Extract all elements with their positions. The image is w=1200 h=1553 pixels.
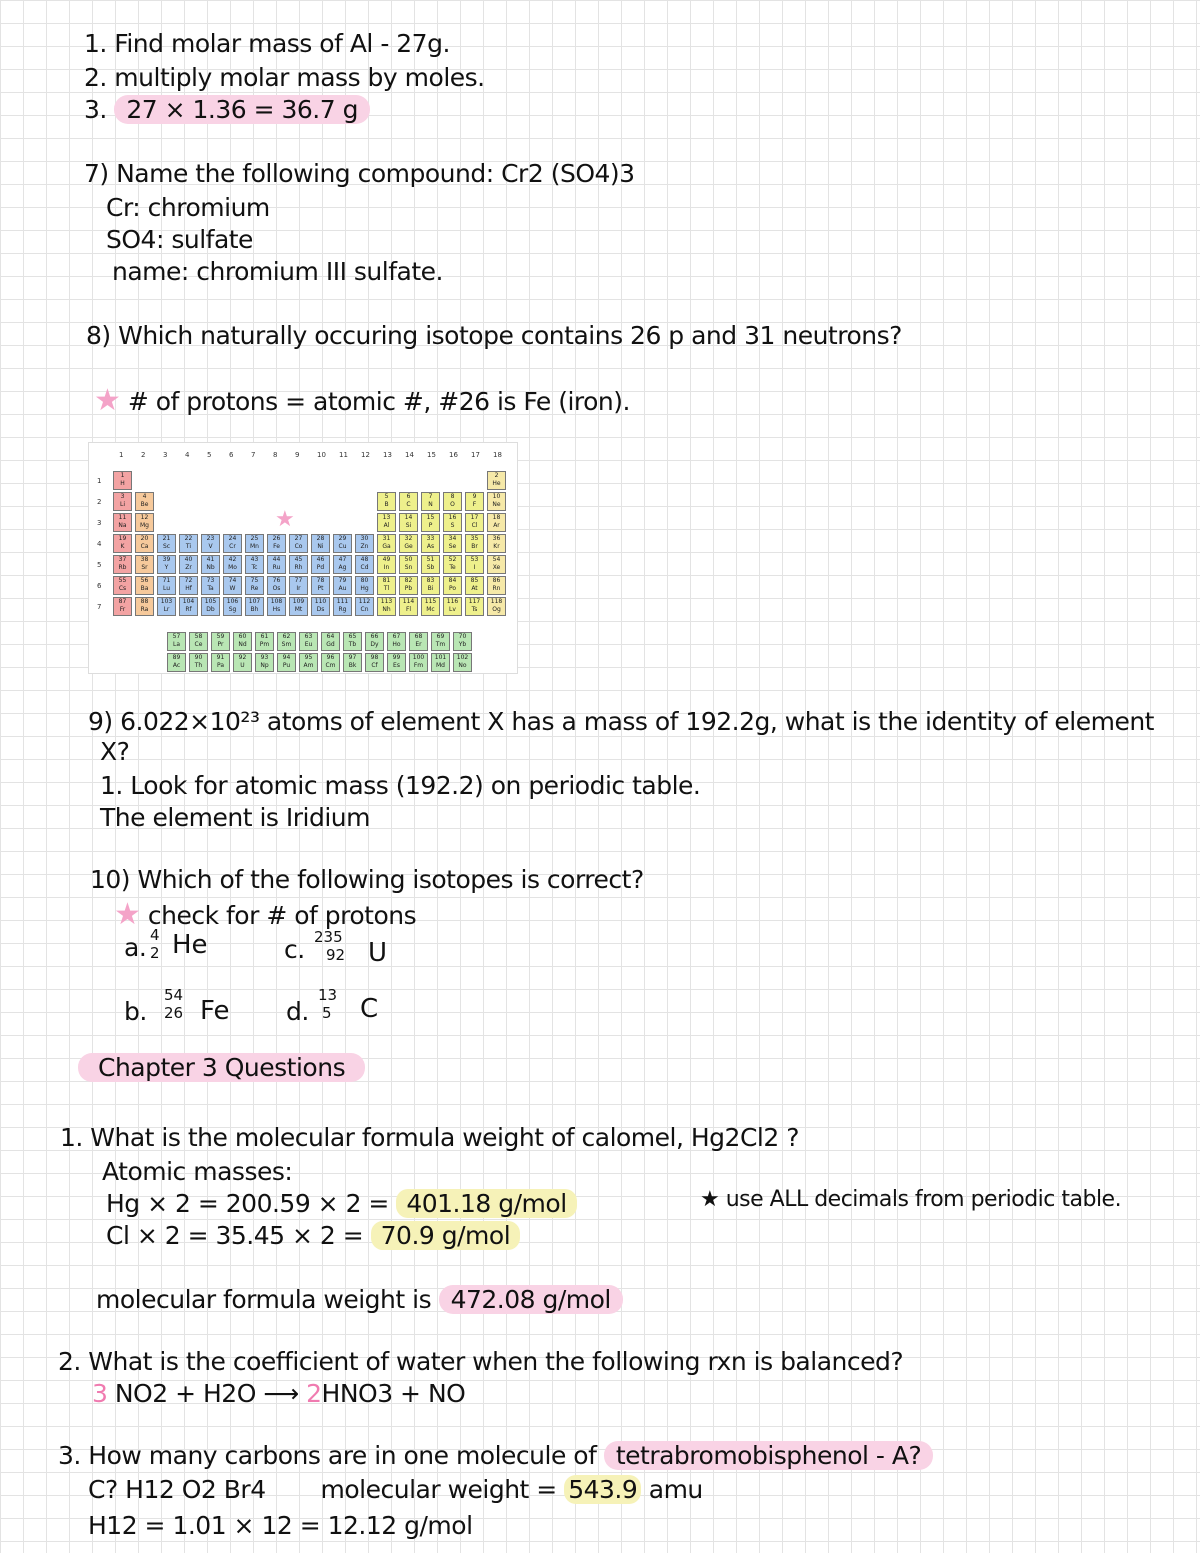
element-cell: 107 Bh bbox=[245, 597, 264, 616]
group-label: 13 bbox=[383, 451, 392, 459]
q10-hint: check for # of protons bbox=[147, 901, 417, 930]
group-label: 12 bbox=[361, 451, 370, 459]
q9-step-1: 1. Look for atomic mass (192.2) on periodic table. bbox=[100, 771, 701, 800]
element-cell: 1 H bbox=[113, 471, 132, 490]
element-cell: 72 Hf bbox=[179, 576, 198, 595]
group-label: 16 bbox=[449, 451, 458, 459]
hg-expression: Hg × 2 = 200.59 × 2 = bbox=[106, 1189, 389, 1218]
element-cell: 17 Cl bbox=[465, 513, 484, 532]
element-cell: 32 Ge bbox=[399, 534, 418, 553]
cl-calc bbox=[106, 1222, 520, 1250]
element-cell: 58 Ce bbox=[189, 632, 208, 651]
q8-answer-line bbox=[94, 384, 630, 417]
element-cell: 86 Rn bbox=[487, 576, 506, 595]
element-cell: 51 Sb bbox=[421, 555, 440, 574]
element-cell: 44 Ru bbox=[267, 555, 286, 574]
element-cell: 100 Fm bbox=[409, 653, 428, 672]
group-label: 7 bbox=[251, 451, 256, 459]
element-cell: 56 Ba bbox=[135, 576, 154, 595]
option-d-label: d. bbox=[286, 997, 309, 1026]
element-cell: 87 Fr bbox=[113, 597, 132, 616]
element-cell: 45 Rh bbox=[289, 555, 308, 574]
q7-cr: Cr: chromium bbox=[106, 193, 270, 222]
group-label: 4 bbox=[185, 451, 190, 459]
element-cell: 19 K bbox=[113, 534, 132, 553]
element-cell: 113 Nh bbox=[377, 597, 396, 616]
isotope-mass: 235 bbox=[314, 928, 343, 946]
period-label: 2 bbox=[97, 498, 102, 506]
element-cell: 53 I bbox=[465, 555, 484, 574]
element-cell: 106 Sg bbox=[223, 597, 242, 616]
group-label: 10 bbox=[317, 451, 326, 459]
isotope-number: 5 bbox=[322, 1004, 332, 1022]
isotope-number: 92 bbox=[326, 946, 346, 964]
element-cell: 26 Fe bbox=[267, 534, 286, 553]
element-cell: 101 Md bbox=[431, 653, 450, 672]
element-cell: 2 He bbox=[487, 471, 506, 490]
element-cell: 11 Na bbox=[113, 513, 132, 532]
isotope-symbol: He bbox=[172, 930, 208, 960]
element-cell: 31 Ga bbox=[377, 534, 396, 553]
q3-compound: tetrabromobisphenol - A? bbox=[604, 1441, 933, 1470]
q7-name: name: chromium III sulfate. bbox=[112, 257, 443, 286]
element-cell: 64 Gd bbox=[321, 632, 340, 651]
element-cell: 82 Pb bbox=[399, 576, 418, 595]
element-cell: 78 Pt bbox=[311, 576, 330, 595]
isotope-symbol: U bbox=[368, 938, 388, 968]
element-cell: 75 Re bbox=[245, 576, 264, 595]
element-cell: 27 Co bbox=[289, 534, 308, 553]
q8-answer: # of protons = atomic #, #26 is Fe (iron). bbox=[127, 387, 630, 416]
star-icon: ★ bbox=[114, 897, 141, 932]
element-cell: 55 Cs bbox=[113, 576, 132, 595]
element-cell: 81 Tl bbox=[377, 576, 396, 595]
element-cell: 71 Lu bbox=[157, 576, 176, 595]
element-cell: 47 Ag bbox=[333, 555, 352, 574]
atomic-masses-label: Atomic masses: bbox=[102, 1157, 293, 1186]
element-cell: 46 Pd bbox=[311, 555, 330, 574]
element-cell: 112 Cn bbox=[355, 597, 374, 616]
element-cell: 104 Rf bbox=[179, 597, 198, 616]
element-cell: 37 Rb bbox=[113, 555, 132, 574]
element-cell: 92 U bbox=[233, 653, 252, 672]
option-b-label: b. bbox=[124, 997, 147, 1026]
group-label: 5 bbox=[207, 451, 212, 459]
group-label: 11 bbox=[339, 451, 348, 459]
element-cell: 9 F bbox=[465, 492, 484, 511]
element-cell: 21 Sc bbox=[157, 534, 176, 553]
element-cell: 22 Ti bbox=[179, 534, 198, 553]
element-cell: 77 Ir bbox=[289, 576, 308, 595]
element-cell: 41 Nb bbox=[201, 555, 220, 574]
group-label: 2 bbox=[141, 451, 146, 459]
isotope-mass: 13 bbox=[318, 986, 338, 1004]
element-cell: 6 C bbox=[399, 492, 418, 511]
q9-question: 9) 6.022×10²³ atoms of element X has a mass of 192.2g, what is the identity of element bbox=[88, 707, 1154, 736]
option-c-label: c. bbox=[284, 935, 305, 964]
step-1: 1. Find molar mass of Al - 27g. bbox=[84, 29, 450, 58]
element-cell: 117 Ts bbox=[465, 597, 484, 616]
q9-answer: The element is Iridium bbox=[100, 803, 371, 832]
element-cell: 108 Hs bbox=[267, 597, 286, 616]
period-label: 7 bbox=[97, 603, 102, 611]
cl-result: 70.9 g/mol bbox=[371, 1221, 521, 1250]
q7-question: 7) Name the following compound: Cr2 (SO4)3 bbox=[84, 159, 635, 188]
element-cell: 99 Es bbox=[387, 653, 406, 672]
q10-question: 10) Which of the following isotopes is correct? bbox=[90, 865, 644, 894]
element-cell: 111 Rg bbox=[333, 597, 352, 616]
q9-question-cont: X? bbox=[100, 737, 130, 766]
element-cell: 84 Po bbox=[443, 576, 462, 595]
equation-left: NO2 + H2O ⟶ bbox=[114, 1379, 299, 1408]
group-label: 8 bbox=[273, 451, 278, 459]
chapter-3-heading bbox=[78, 1054, 365, 1082]
element-cell: 66 Dy bbox=[365, 632, 384, 651]
element-cell: 94 Pu bbox=[277, 653, 296, 672]
q3-h-line: H12 = 1.01 × 12 = 12.12 g/mol bbox=[88, 1511, 473, 1540]
option-a-label: a. bbox=[124, 933, 147, 962]
element-cell: 36 Kr bbox=[487, 534, 506, 553]
element-cell: 40 Zr bbox=[179, 555, 198, 574]
element-cell: 48 Cd bbox=[355, 555, 374, 574]
element-cell: 5 B bbox=[377, 492, 396, 511]
element-cell: 24 Cr bbox=[223, 534, 242, 553]
q3-mw-unit: amu bbox=[648, 1475, 703, 1504]
group-label: 6 bbox=[229, 451, 234, 459]
step-2: 2. multiply molar mass by moles. bbox=[84, 63, 485, 92]
element-cell: 20 Ca bbox=[135, 534, 154, 553]
element-cell: 110 Ds bbox=[311, 597, 330, 616]
equation-right: HNO3 + NO bbox=[321, 1379, 466, 1408]
period-label: 5 bbox=[97, 561, 102, 569]
element-cell: 16 S bbox=[443, 513, 462, 532]
element-cell: 63 Eu bbox=[299, 632, 318, 651]
element-cell: 65 Tb bbox=[343, 632, 362, 651]
star-icon: ★ bbox=[275, 507, 295, 532]
element-cell: 115 Mc bbox=[421, 597, 440, 616]
q3-mw-value: 543.9 bbox=[564, 1475, 641, 1504]
element-cell: 30 Zn bbox=[355, 534, 374, 553]
element-cell: 98 Cf bbox=[365, 653, 384, 672]
element-cell: 4 Be bbox=[135, 492, 154, 511]
element-cell: 15 P bbox=[421, 513, 440, 532]
element-cell: 62 Sm bbox=[277, 632, 296, 651]
element-cell: 93 Np bbox=[255, 653, 274, 672]
ch3-q2: 2. What is the coefficient of water when the following rxn is balanced? bbox=[58, 1347, 904, 1376]
element-cell: 33 As bbox=[421, 534, 440, 553]
isotope-symbol: Fe bbox=[200, 996, 230, 1026]
group-label: 3 bbox=[163, 451, 168, 459]
element-cell: 52 Te bbox=[443, 555, 462, 574]
element-cell: 7 N bbox=[421, 492, 440, 511]
element-cell: 18 Ar bbox=[487, 513, 506, 532]
element-cell: 95 Am bbox=[299, 653, 318, 672]
element-cell: 90 Th bbox=[189, 653, 208, 672]
period-label: 3 bbox=[97, 519, 102, 527]
element-cell: 42 Mo bbox=[223, 555, 242, 574]
element-cell: 59 Pr bbox=[211, 632, 230, 651]
element-cell: 60 Nd bbox=[233, 632, 252, 651]
isotope-number: 2 bbox=[150, 944, 160, 962]
hg-calc bbox=[106, 1190, 577, 1218]
molecular-weight-line bbox=[96, 1286, 623, 1314]
coefficient-no2: 3 bbox=[92, 1379, 108, 1408]
element-cell: 43 Tc bbox=[245, 555, 264, 574]
period-label: 4 bbox=[97, 540, 102, 548]
element-cell: 57 La bbox=[167, 632, 186, 651]
element-cell: 12 Mg bbox=[135, 513, 154, 532]
isotope-mass: 4 bbox=[150, 926, 160, 944]
element-cell: 89 Ac bbox=[167, 653, 186, 672]
chapter-3-title: Chapter 3 Questions bbox=[78, 1053, 365, 1082]
periodic-table-image bbox=[88, 442, 518, 674]
group-label: 9 bbox=[295, 451, 300, 459]
period-label: 6 bbox=[97, 582, 102, 590]
element-cell: 73 Ta bbox=[201, 576, 220, 595]
element-cell: 3 Li bbox=[113, 492, 132, 511]
q3-mw-prefix: molecular weight = bbox=[320, 1475, 557, 1504]
element-cell: 35 Br bbox=[465, 534, 484, 553]
element-cell: 88 Ra bbox=[135, 597, 154, 616]
element-cell: 39 Y bbox=[157, 555, 176, 574]
element-cell: 97 Bk bbox=[343, 653, 362, 672]
period-label: 1 bbox=[97, 477, 102, 485]
decimals-note: ★ use ALL decimals from periodic table. bbox=[700, 1187, 1122, 1212]
isotope-symbol: C bbox=[360, 994, 379, 1024]
coefficient-hno3: 2 bbox=[306, 1379, 322, 1408]
element-cell: 76 Os bbox=[267, 576, 286, 595]
isotope-number: 26 bbox=[164, 1004, 184, 1022]
element-cell: 91 Pa bbox=[211, 653, 230, 672]
element-cell: 79 Au bbox=[333, 576, 352, 595]
element-cell: 80 Hg bbox=[355, 576, 374, 595]
element-cell: 13 Al bbox=[377, 513, 396, 532]
element-cell: 38 Sr bbox=[135, 555, 154, 574]
element-cell: 50 Sn bbox=[399, 555, 418, 574]
element-cell: 114 Fl bbox=[399, 597, 418, 616]
group-label: 14 bbox=[405, 451, 414, 459]
element-cell: 118 Og bbox=[487, 597, 506, 616]
element-cell: 61 Pm bbox=[255, 632, 274, 651]
element-cell: 8 O bbox=[443, 492, 462, 511]
element-cell: 29 Cu bbox=[333, 534, 352, 553]
element-cell: 105 Db bbox=[201, 597, 220, 616]
element-cell: 103 Lr bbox=[157, 597, 176, 616]
q7-so4: SO4: sulfate bbox=[106, 225, 253, 254]
group-label: 15 bbox=[427, 451, 436, 459]
element-cell: 85 At bbox=[465, 576, 484, 595]
element-cell: 25 Mn bbox=[245, 534, 264, 553]
ch3-q1: 1. What is the molecular formula weight of calomel, Hg2Cl2 ? bbox=[60, 1123, 799, 1152]
element-cell: 54 Xe bbox=[487, 555, 506, 574]
element-cell: 69 Tm bbox=[431, 632, 450, 651]
element-cell: 109 Mt bbox=[289, 597, 308, 616]
q3-formula: C? H12 O2 Br4 bbox=[88, 1475, 266, 1504]
q3-prefix: 3. How many carbons are in one molecule of bbox=[58, 1441, 597, 1470]
q3-formula-line bbox=[88, 1476, 703, 1504]
ch3-q3 bbox=[58, 1442, 933, 1470]
mfw-prefix: molecular formula weight is bbox=[96, 1285, 432, 1314]
element-cell: 70 Yb bbox=[453, 632, 472, 651]
isotope-mass: 54 bbox=[164, 986, 184, 1004]
step-3 bbox=[84, 96, 370, 124]
element-cell: 67 Ho bbox=[387, 632, 406, 651]
element-cell: 28 Ni bbox=[311, 534, 330, 553]
group-label: 18 bbox=[493, 451, 502, 459]
ch3-q2-equation bbox=[92, 1380, 465, 1408]
star-icon: ★ bbox=[94, 383, 121, 418]
step-3-number: 3. bbox=[84, 95, 107, 124]
element-cell: 49 In bbox=[377, 555, 396, 574]
group-label: 17 bbox=[471, 451, 480, 459]
group-label: 1 bbox=[119, 451, 124, 459]
element-cell: 74 W bbox=[223, 576, 242, 595]
element-cell: 68 Er bbox=[409, 632, 428, 651]
element-cell: 34 Se bbox=[443, 534, 462, 553]
element-cell: 83 Bi bbox=[421, 576, 440, 595]
element-cell: 102 No bbox=[453, 653, 472, 672]
q8-question: 8) Which naturally occuring isotope contains 26 p and 31 neutrons? bbox=[86, 321, 902, 350]
mfw-value: 472.08 g/mol bbox=[439, 1285, 623, 1314]
element-cell: 10 Ne bbox=[487, 492, 506, 511]
hg-result: 401.18 g/mol bbox=[396, 1189, 576, 1218]
step-3-expression: 27 × 1.36 = 36.7 g bbox=[114, 95, 370, 124]
element-cell: 23 V bbox=[201, 534, 220, 553]
cl-expression: Cl × 2 = 35.45 × 2 = bbox=[106, 1221, 364, 1250]
element-cell: 14 Si bbox=[399, 513, 418, 532]
element-cell: 116 Lv bbox=[443, 597, 462, 616]
element-cell: 96 Cm bbox=[321, 653, 340, 672]
